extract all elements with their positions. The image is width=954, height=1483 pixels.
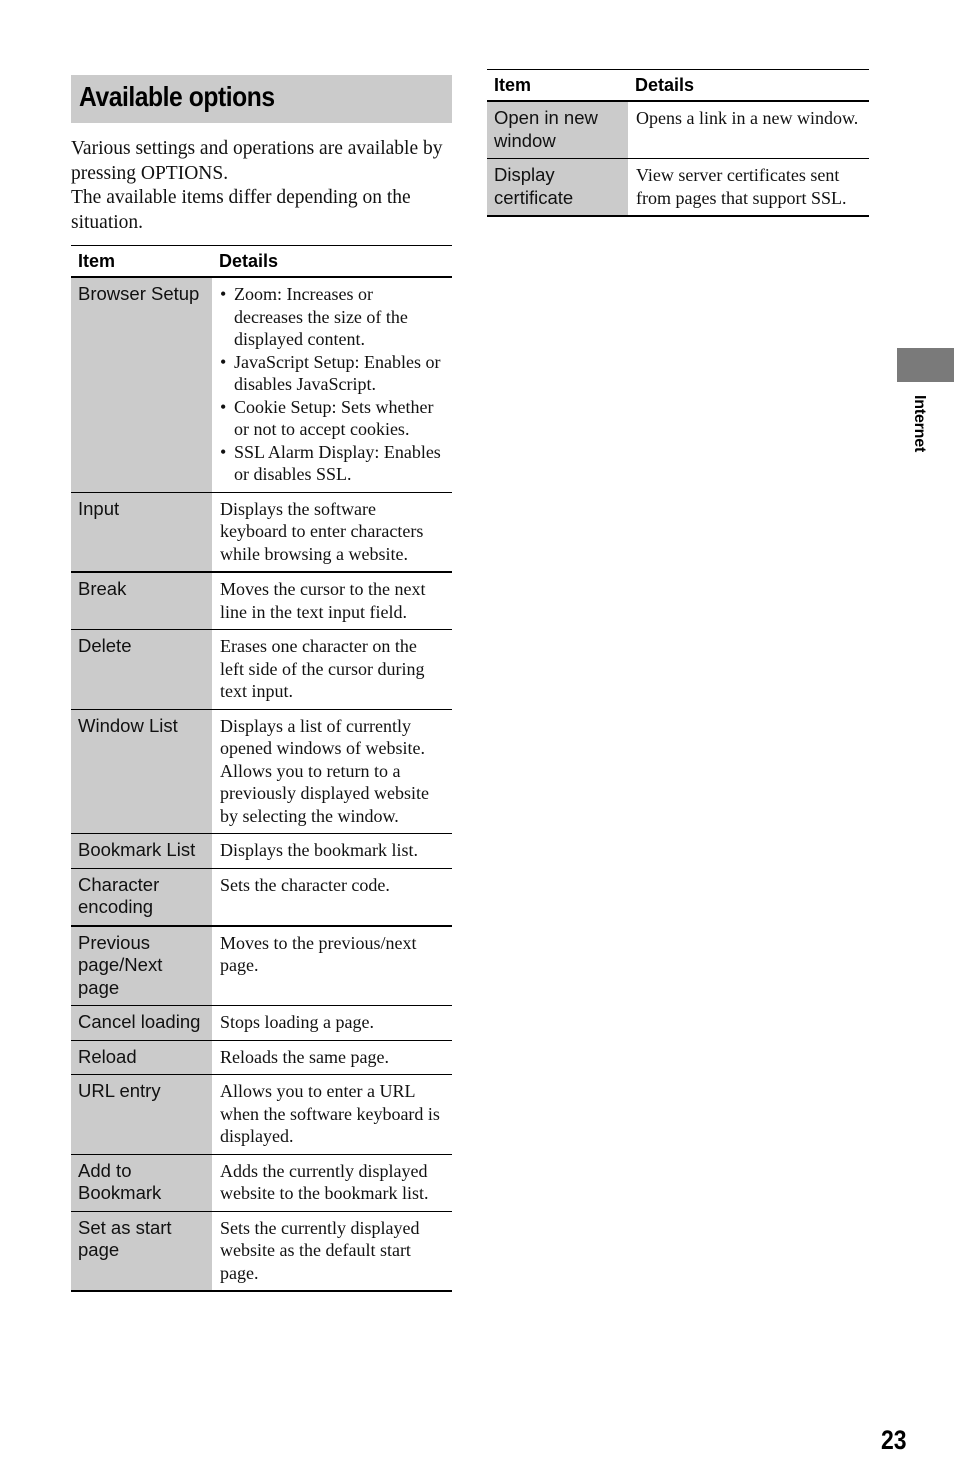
column-header-details: Details: [219, 251, 279, 271]
row-item: Cancel loading: [71, 1006, 212, 1041]
column-header-item: Item: [78, 251, 116, 271]
section-heading-bar: [71, 75, 452, 123]
row-item: Set as start page: [71, 1211, 212, 1291]
options-table: [71, 245, 452, 1292]
row-details: Opens a link in a new window.: [636, 108, 859, 128]
row-details: Adds the currently displayed website to the bookmark list.: [220, 1160, 429, 1203]
column-header-item: Item: [494, 75, 532, 95]
table-row: [71, 572, 452, 630]
options-table-continued: [487, 69, 869, 217]
row-details: [212, 277, 452, 492]
row-details: Reloads the same page.: [220, 1046, 389, 1067]
row-item: Browser Setup: [71, 277, 212, 492]
section-title: Available options: [79, 81, 275, 112]
row-item: Bookmark List: [71, 834, 212, 869]
browser-setup-list: [220, 283, 445, 486]
table-row: [487, 159, 869, 217]
table-row: [71, 1040, 452, 1075]
row-details: View server certificates sent from pages that support SSL.: [636, 165, 847, 208]
chapter-label: Internet: [911, 395, 928, 453]
table-row: [71, 834, 452, 869]
row-details: Sets the character code.: [220, 874, 390, 895]
row-item: Delete: [71, 630, 212, 710]
row-item: Open in new window: [487, 101, 628, 159]
row-item: Break: [71, 572, 212, 630]
row-details: Displays the bookmark list.: [220, 840, 418, 860]
table-row: [71, 868, 452, 926]
row-item: Reload: [71, 1040, 212, 1075]
table-row: [487, 101, 869, 159]
table-header-row: [487, 70, 869, 102]
row-details: Displays a list of currently opened windows of website. Allows you to return to a previously displayed website by selecting the window.: [220, 715, 429, 826]
intro-line-1: Various settings and operations are available by pressing OPTIONS.: [71, 138, 443, 184]
row-item: Window List: [71, 709, 212, 834]
row-item: Add to Bookmark: [71, 1154, 212, 1211]
list-item: • Zoom: Increases or decreases the size of the displayed content.: [220, 283, 445, 351]
table-row: [71, 709, 452, 834]
row-details: Moves to the previous/next page.: [220, 932, 417, 975]
intro-text: [71, 137, 457, 235]
column-header-details: Details: [635, 75, 695, 95]
table-row: [71, 1006, 452, 1041]
row-details: Stops loading a page.: [220, 1012, 374, 1032]
table-row: [71, 926, 452, 1006]
row-item: Display certificate: [487, 159, 628, 217]
row-details: Erases one character on the left side of the cursor during text input.: [220, 636, 425, 701]
table-row: [71, 1075, 452, 1155]
list-item: • JavaScript Setup: Enables or disables JavaScript.: [220, 351, 445, 396]
row-details: Allows you to enter a URL when the software keyboard is displayed.: [220, 1081, 440, 1146]
row-details: Displays the software keyboard to enter characters while browsing a website.: [220, 498, 424, 564]
table-row: [71, 1211, 452, 1291]
row-details: Moves the cursor to the next line in the text input field.: [220, 579, 426, 622]
row-details: Sets the currently displayed website as the default start page.: [220, 1217, 420, 1283]
row-item: Character encoding: [71, 868, 212, 926]
list-item: • Cookie Setup: Sets whether or not to accept cookies.: [220, 396, 445, 441]
row-item: Input: [71, 492, 212, 572]
intro-line-2: The available items differ depending on the situation.: [71, 187, 411, 233]
table-header-row: [71, 246, 452, 278]
row-item: Previous page/Next page: [71, 926, 212, 1006]
table-row: [71, 630, 452, 710]
row-item: URL entry: [71, 1075, 212, 1155]
table-row: [71, 1154, 452, 1211]
table-row: [71, 277, 452, 492]
table-row: [71, 492, 452, 572]
list-item: • SSL Alarm Display: Enables or disables SSL.: [220, 441, 445, 486]
chapter-tab: [897, 348, 954, 382]
page-number: 23: [881, 1425, 907, 1455]
